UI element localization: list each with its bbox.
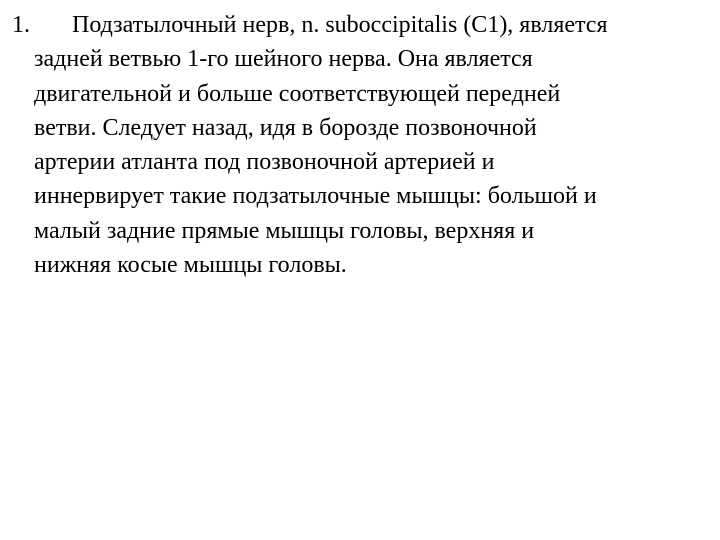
text-line-1: Подзатылочный нерв, n. suboccipitalis (C1), является bbox=[72, 12, 608, 38]
text-line-8: нижняя косые мышцы головы. bbox=[34, 252, 347, 279]
list-number: 1. bbox=[12, 12, 30, 38]
text-line-7: малый задние прямые мышцы головы, верхняя и bbox=[34, 217, 535, 244]
text-line-3: двигательной и больше соответствующей передней bbox=[34, 80, 561, 107]
list-item bbox=[0, 8, 705, 282]
first-line bbox=[0, 8, 705, 42]
text-line-5: артерии атланта под позвоночной артерией и bbox=[34, 149, 495, 176]
text-line-6: иннервирует такие подзатылочные мышцы: большой и bbox=[34, 183, 597, 210]
text-line-2: задней ветвью 1-го шейного нерва. Она является bbox=[34, 46, 533, 73]
text-line-4: ветви. Следует назад, идя в борозде позвоночной bbox=[34, 114, 537, 141]
